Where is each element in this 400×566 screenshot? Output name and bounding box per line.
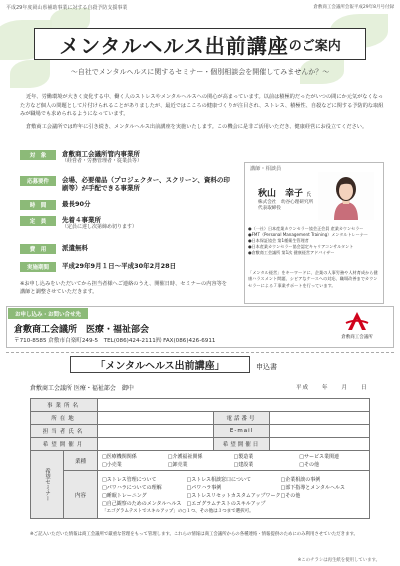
credential-item: ●日本保証協会 第1種衛生管理者 bbox=[248, 237, 309, 243]
form-title-box bbox=[70, 356, 250, 373]
schedule-note: ※お申し込みをいただいてから担当者様へご連絡のうえ、開催日時、セミナーの内容等を講師と調整させていただきます。 bbox=[20, 281, 227, 296]
form-label: 希望開催日 bbox=[214, 438, 270, 451]
page-title-suffix: のご案内 bbox=[288, 38, 341, 54]
lecturer-photo bbox=[318, 172, 374, 220]
preferred-month-field[interactable] bbox=[98, 438, 214, 451]
industry-checkbox[interactable]: □介護福祉関係 bbox=[167, 454, 203, 460]
content-checkbox[interactable]: □ストレス管理について bbox=[102, 476, 157, 483]
lecturer-org-line: 代表取締役 bbox=[258, 206, 281, 212]
header-left-text: 平成29年度岡山県補助事業に対する自殺予防支援事業 bbox=[6, 5, 128, 11]
industry-checkbox[interactable]: □小売業 bbox=[102, 462, 122, 468]
lecturer-name-text: 秋山 幸子 bbox=[258, 189, 304, 199]
privacy-footnote: ※ご記入いただいた情報は商工会議所で厳重な管理をもって管理します。これらの情報は商工会議所からの各種連絡・情報提供のためにのみ利用させていただきます。 bbox=[30, 532, 358, 537]
credential-item: ●FMT（Personal Management Training）メンタルトレーナー bbox=[248, 231, 368, 237]
intro-paragraph: 近年、労働環境が大きく変化する中、働く人のストレスやメンタルヘルスへの関心が高まっています。以前は積極的だったがいつの間にか元気がなくなった方など個人の問題として片付けられることがありましたが、最近ではこころの健康づくりが注目され、ストレス、積極性、自殺などに関する予防的な取組みが職場でも求められるようになっています。 bbox=[20, 94, 384, 118]
content-checkbox[interactable]: □パワハラ事例 bbox=[186, 484, 222, 491]
detail-value: 会場、必要備品（プロジェクター、スクリーン、資料の印刷等）が手配できる事業所 bbox=[62, 176, 230, 193]
chamber-logo-icon bbox=[344, 310, 370, 332]
lecturer-org-line: 株式会社 幼谷心理研究所 bbox=[258, 200, 314, 205]
industry-label: 業種 bbox=[64, 451, 98, 471]
content-checkbox[interactable]: □部下指導とメンタルヘルス bbox=[280, 484, 345, 491]
industry-checkbox[interactable]: □卸売業 bbox=[167, 462, 188, 468]
detail-label: 実施期間 bbox=[20, 262, 56, 272]
intro-paragraph: 倉敷商工会議所では昨年に引き続き、メンタルヘルス出前講座を実施いたします。この機会に是非ご活用いただき、健康経営にお役立てください。 bbox=[26, 124, 368, 130]
form-row bbox=[31, 412, 370, 425]
detail-period bbox=[20, 262, 176, 272]
lecturer-credentials bbox=[248, 226, 380, 256]
company-name-field[interactable] bbox=[98, 399, 370, 412]
detail-target bbox=[20, 150, 142, 165]
detail-sub: （定員に達し次第締め切ります） bbox=[62, 224, 138, 231]
detail-label: 対 象 bbox=[20, 150, 56, 160]
form-label: 所在地 bbox=[31, 412, 98, 425]
seminar-side-label: 希望セミナー bbox=[31, 451, 64, 519]
form-label: 担当者氏名 bbox=[31, 425, 98, 438]
content-checkbox[interactable]: □企業相談の事例 bbox=[280, 476, 321, 483]
industry-checkbox[interactable]: □製造業 bbox=[233, 454, 254, 460]
form-label: 事業所名 bbox=[31, 399, 98, 412]
detail-requirements bbox=[20, 176, 232, 193]
content-checkbox[interactable]: □自己観察のためのメンタルヘルス bbox=[102, 500, 182, 507]
content-checkbox[interactable]: □エゴグラムテストのスキルアップ bbox=[186, 500, 266, 507]
cut-line bbox=[6, 352, 394, 353]
content-checkbox[interactable]: □パワハラについての理解 bbox=[102, 484, 162, 491]
content-checkbox[interactable]: □その他 bbox=[280, 492, 301, 499]
form-row bbox=[31, 399, 370, 412]
lecturer-heading: 講師・相談員 bbox=[250, 166, 282, 172]
tagline: ～自社でメンタルヘルスに関するセミナー・個別相談会を開催してみませんか？～ bbox=[70, 68, 330, 76]
chamber-logo-text: 倉敷商工会議所 bbox=[341, 335, 373, 340]
header-right-text: 倉敷商工会議所会報平成29年8月号付録 bbox=[313, 5, 394, 10]
content-checkbox[interactable] bbox=[281, 500, 365, 507]
detail-value: 最長90分 bbox=[62, 200, 91, 208]
form-label: 希望開催月 bbox=[31, 438, 98, 451]
detail-label: 費 用 bbox=[20, 244, 56, 254]
credential-item: ●日本産業カウンセラー協会認定キャリアコンサルタント bbox=[248, 243, 354, 249]
form-row bbox=[31, 425, 370, 438]
form-row bbox=[31, 438, 370, 451]
industry-checkbox[interactable]: □その他 bbox=[299, 462, 319, 468]
industry-checkbox[interactable]: □医療機関関係 bbox=[102, 454, 137, 460]
form-row bbox=[31, 471, 370, 519]
detail-value: 派遣無料 bbox=[62, 244, 88, 252]
content-options bbox=[98, 471, 370, 519]
application-form bbox=[30, 398, 370, 519]
page-title: メンタルヘルス出前講座 bbox=[59, 33, 289, 58]
detail-value: 先着４事業所 bbox=[62, 216, 101, 224]
detail-sub: （経営者・労務管理者・従業員等） bbox=[62, 158, 143, 165]
industry-checkbox[interactable]: □建設業 bbox=[233, 462, 254, 468]
lecturer-note: 「メンタル経営」をキーワードに、企業の人事労務や人材育成から健康ハラスメント問題、シビアなケースへの対応、職場改善までカウンセラーによる７事業サポートを行っています。 bbox=[248, 270, 378, 288]
content-checkbox[interactable]: □ストレスリセットカスタムアップワーク bbox=[186, 492, 281, 499]
contact-person-field[interactable] bbox=[98, 425, 214, 438]
contact-tag: お申し込み・お問い合せ先 bbox=[8, 308, 88, 319]
industry-checkbox[interactable]: □サービス業関連 bbox=[299, 454, 339, 460]
form-row bbox=[31, 451, 370, 471]
detail-time bbox=[20, 200, 91, 210]
email-field[interactable] bbox=[270, 425, 370, 438]
detail-capacity bbox=[20, 216, 137, 231]
detail-label: 時 間 bbox=[20, 200, 56, 210]
credential-item: ●（一社）日本産業カウンセラー協会正会員 産業カウンセラー bbox=[248, 226, 364, 231]
form-addressee: 倉敷商工会議所 医療・福祉部会 御中 bbox=[30, 385, 134, 392]
content-checkbox[interactable]: □睡眠トレーニング bbox=[102, 492, 147, 499]
form-title-suffix: 申込書 bbox=[256, 363, 277, 371]
recycle-note: ※このチラシは再生紙を使用しています。 bbox=[297, 558, 380, 563]
form-title: 「メンタルヘルス出前講座」 bbox=[95, 361, 225, 372]
content-label: 内容 bbox=[64, 471, 98, 519]
detail-label: 応募要件 bbox=[20, 176, 56, 186]
detail-label: 定 員 bbox=[20, 216, 56, 226]
form-label: E-mail bbox=[214, 425, 270, 438]
content-checkbox[interactable]: □ストレス相談窓口について bbox=[186, 476, 251, 483]
lecturer-name bbox=[258, 186, 311, 199]
title-box bbox=[34, 28, 366, 60]
preferred-date-field[interactable] bbox=[270, 438, 370, 451]
contact-name: 倉敷商工会議所 医療・福祉部会 bbox=[14, 325, 150, 335]
lecturer-photo-image bbox=[318, 172, 374, 220]
credential-item: ●倉敷商工会議所 第1次 健康経営アドバイザー bbox=[248, 249, 335, 255]
lecturer-honorific: 氏 bbox=[306, 192, 312, 198]
content-note: 「エゴグラムテストでスキルアップ」の○１つ、その他は３つまで選択可。 bbox=[102, 508, 254, 514]
form-date: 平成 年 月 日 bbox=[296, 385, 368, 391]
contact-address: 〒710-8585 倉敷市白楽町249-5 TEL(086)424-2111㈹ FAX(086)426-6911 bbox=[14, 338, 216, 344]
industry-options bbox=[98, 451, 370, 471]
lecturer-org bbox=[258, 200, 313, 213]
phone-field[interactable] bbox=[270, 412, 370, 425]
chamber-logo bbox=[322, 310, 392, 346]
address-field[interactable] bbox=[98, 412, 214, 425]
detail-value: 倉敷商工会議所管内事業所 bbox=[62, 150, 140, 158]
detail-value: 平成29年9月１日～平成30年2月28日 bbox=[62, 262, 177, 270]
detail-fee bbox=[20, 244, 88, 254]
form-label: 電話番号 bbox=[214, 412, 270, 425]
